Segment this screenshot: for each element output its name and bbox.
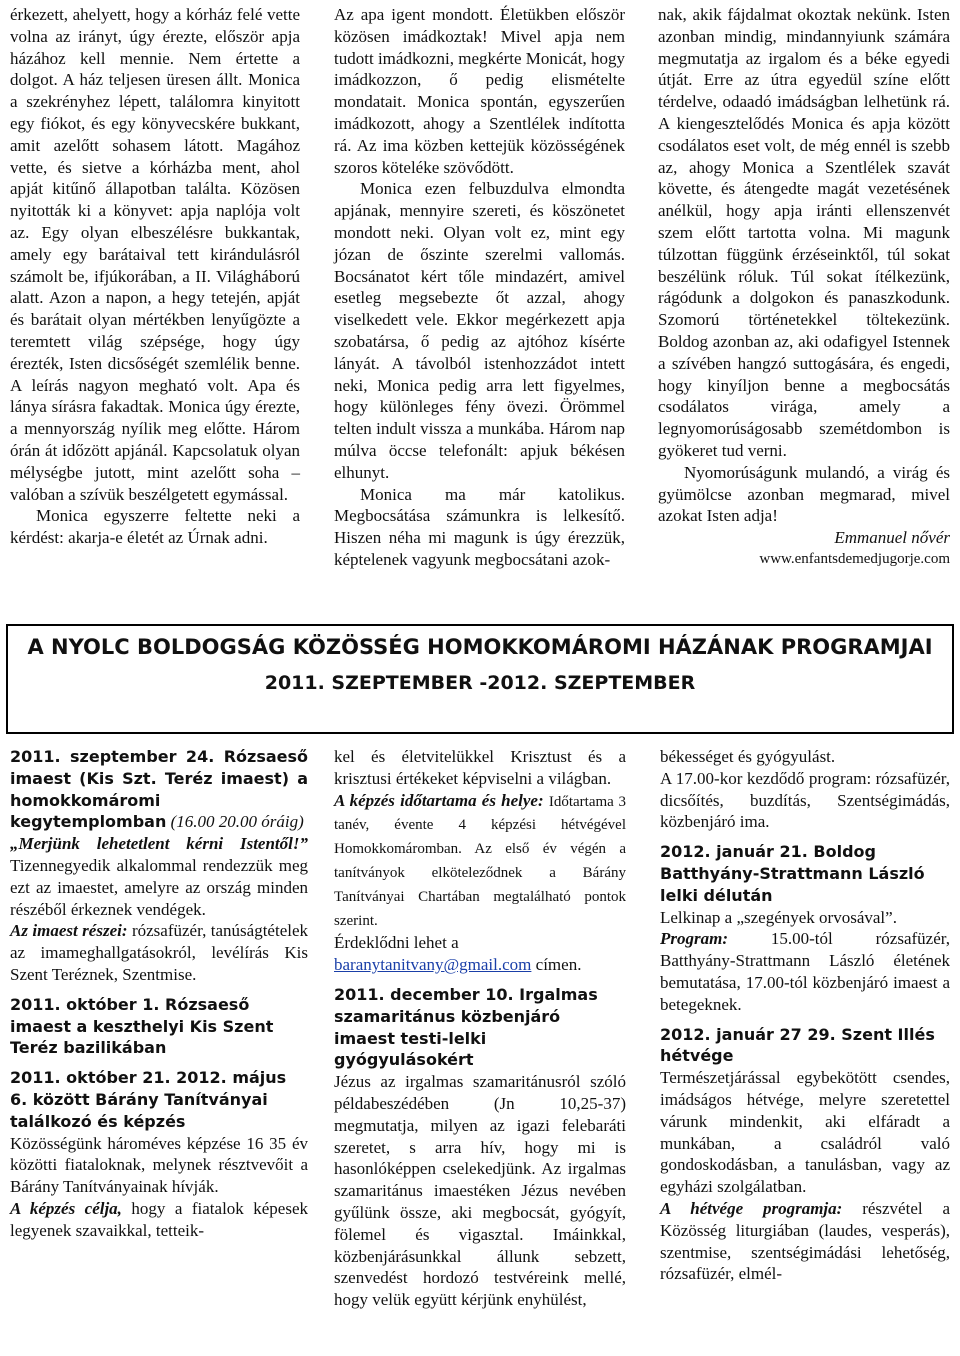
- article-paragraph: Monica ezen felbuzdulva elmondta apjának, mennyire szereti, és köszönetet mondott neki. Olyan volt ez, mint egy józan de őszinte szerelmi vallomás. Bocsánatot kért tőle mindazért, amivel esetleg megsebezte őt azzal, ahogy viselkedett vele. Ekkor megérkezett apja szobatársa, ő pedig az ajtóhoz kísérte lányát. A távolból istenhozzádot intett neki, Monica pedig arra lett figyelmes, hogy különleges fény övezi. Örömmel telten indult vissza a munkába. Három nap múlva öccse telefonált: apjuk békésen elhunyt.: [334, 179, 625, 482]
- article-column-3: [658, 4, 950, 571]
- event-text: kel és életvitelükkel Krisztust és a krisztusi értékeket képviselni a világban.: [334, 747, 626, 788]
- article-paragraph: Monica egyszerre feltette neki a kérdést: akarja-e életét az Úrnak adni.: [10, 506, 300, 548]
- event-text: Időtartama 3 tanév, évente 4 képzési hétvégével Homokkomáromban. Az első év végén a tanítványok elköteleződnek a Bárány Tanítványai Chartában megtalálható pontok szerint.: [334, 793, 627, 929]
- email-link[interactable]: baranytanitvany@gmail.com: [334, 955, 532, 975]
- program-column-2: [334, 746, 626, 1311]
- event-label: A képzés célja,: [10, 1198, 122, 1218]
- event-text: részvétel a Közösség liturgiában (laudes, vesperás), szentmise, szentségimádási lehetőség, rózsafüzér, elmél-: [660, 1198, 950, 1284]
- article-paragraph: Monica ma már katolikus. Megbocsátása számunkra is lelkesítő. Hiszen néha mi magunk is úgy érezzük, képtelenek vagyunk megbocsátani azok-: [334, 484, 625, 569]
- article-signature: Emmanuel nővér: [834, 528, 950, 548]
- event-title: 2011. október 21. 2012. május 6. között Bárány Tanítványai találkozó és képzés: [10, 1068, 287, 1131]
- article-column-2: [334, 4, 625, 571]
- banner-subtitle: 2011. SZEPTEMBER -2012. SZEPTEMBER: [264, 672, 696, 694]
- event-text: A 17.00-kor kezdődő program: rózsafüzér, dicsőítés, buzdítás, Szentségimádás, közbenjáró ima.: [660, 768, 950, 832]
- event-text: 15.00-tól rózsafüzér, Batthyány-Strattmann László életének bemutatása, 17.00-tól közbenjáró imaest a betegeknek.: [660, 929, 950, 1014]
- program-banner: [6, 624, 954, 734]
- article-paragraph: Az apa igent mondott. Életükben először közösen imádkoztak! Mivel apja nem tudott imádkozni, megkérte Monicát, hogy imádkozzon, ő pedig elismételte mondatait. Monica spontán, egyszerűen imádkozott, ahogy a Szentlélek indította rá. Az ima közben kettejük közösségének szoros köteléke szövődött.: [334, 5, 625, 177]
- event-time: (16.00 20.00 óráig): [170, 812, 304, 832]
- article-paragraph: nak, akik fájdalmat okoztak nekünk. Isten azonban mindig, mindannyiunk számára megmutatja az irgalom és a béke egyedi útját. Erre az útra egyedül színe előtt térdelve, odaadó imádságban lelhetünk rá. A kiengesztelődés Monica és apja között csodálatos eset volt, de még ennél is szebb az, ahogy Monica a Szentlélek szavát követte, és átengedte magát vezetésének anélkül, hogy apja iránti ellenszenvét szem előtt tartotta volna. Mi magunk túlzottan függünk érzéseinktől, túl sokat beszélünk róluk. Túl sokat ítélkezünk, rágódunk a dolgokon és panaszkodunk. Szomorú történetekkel töltekezünk. Boldog azonban az, aki odafigyel Istennek a szívében hangzó suttogására, és engedi, hogy kinyíljon benne a megbocsátás csodálatos virága, amely a legnyomorúságosabb szemétdombon is gyökeret tud verni.: [658, 5, 950, 460]
- event-text: Tizennegyedik alkalommal rendezzük meg ezt az imaestet, amelyre az ország minden részéből érkeznek vendégek.: [10, 855, 308, 919]
- event-text: békességet és gyógyulást.: [660, 747, 836, 766]
- event-text: Közösségünk hároméves képzése 16 35 év közötti fiataloknak, melynek résztvevőit a Bárány Tanítványainak hívják.: [10, 1133, 308, 1197]
- event-text: Lelkinap a „szegények orvosával”.: [660, 907, 897, 927]
- event-label: A képzés időtartama és helye:: [334, 790, 544, 810]
- program-column-3: [660, 746, 950, 1285]
- article-paragraph: Nyomorúságunk mulandó, a virág és gyümölcse azonban megmarad, mivel azokat Isten adja!: [658, 462, 950, 526]
- event-title: 2012. január 27 29. Szent Illés hétvége: [660, 1024, 935, 1066]
- source-url: www.enfantsdemedjugorje.com: [759, 550, 950, 567]
- banner-title: A NYOLC BOLDOGSÁG KÖZÖSSÉG HOMOKKOMÁROMI HÁZÁNAK PROGRAMJAI: [27, 635, 933, 659]
- contact-text: címen.: [535, 955, 582, 975]
- event-text: Jézus az irgalmas szamaritánusról szóló példabeszédében (Jn 10,25-37) megmutatja, milyen az igazi felebaráti szeretet, s arra hív, hogy mi is hasonlóképpen cselekedjünk. Az irgalmas szamaritánus imaestéken Jézus nevében gyűlünk össze, aki megbocsát, gyógyít, fölemel és vigasztal. Imáinkkal, közbenjárásunkkal állunk sebzett, szenvedést hordozó testvéreink mellé, hogy velük együtt kérjünk enyhülést,: [334, 1072, 626, 1310]
- event-quote: „Merjünk lehetetlent kérni Istentől!”: [10, 834, 308, 854]
- event-title: 2012. január 21. Boldog Batthyány-Strattmann László lelki délután: [660, 842, 925, 905]
- program-column-1: [10, 746, 308, 1242]
- event-text: Természetjárással egybekötött csendes, imádságos hétvége, melyre szeretettel várunk mindenkit, aki elfáradt a munkában, a családról való gondoskodásban, a tanulásban, vagy az egyházi szolgálatban.: [660, 1068, 950, 1197]
- event-title: 2011. szeptember 24. Rózsaeső imaest (Kis Szt. Teréz imaest) a homokkomáromi kegytemplomban: [10, 747, 308, 832]
- event-label: Program:: [660, 929, 728, 949]
- event-title: 2011. december 10. Irgalmas szamaritánus közbenjáró imaest testi-lelki gyógyulásokért: [334, 984, 598, 1070]
- contact-text: Érdeklődni lehet a: [334, 933, 459, 953]
- event-label: Az imaest részei:: [10, 921, 128, 941]
- event-title: 2011. október 1. Rózsaeső imaest a keszthelyi Kis Szent Teréz bazilikában: [10, 994, 274, 1058]
- event-text: rózsafüzér, tanúságtételek az imameghallgatásokról, levélírás Kis Szent Teréznek, Szentmise.: [10, 921, 309, 984]
- event-text: hogy a fiatalok képesek legyenek szavaikkal, tetteik-: [10, 1198, 309, 1240]
- event-label: A hétvége programja:: [660, 1198, 843, 1218]
- article-column-1: [10, 4, 300, 549]
- article-paragraph: érkezett, ahelyett, hogy a kórház felé vette volna az irányt, úgy érezte, először apja házához kell mennie. Nem értette a dolgot. A ház teljesen üresen állt. Monica a szekrényhez lépett, találomra kinyitott egy fiókot, és egy könyvecskére bukkant, amit azelőtt sohasem látott. Magához vette, és sietve a kórházba ment, ahol apját kitűnő állapotban találta. Közösen nyitották ki a könyvet: apja naplója volt az. Egy olyan elbeszélésre bukkantak, amely egy barátaival tett kirándulásról számolt be, ifjúkorában, a II. Világháború alatt. Azon a napon, a hegy tetején, apját és barátait olyan mértékben lenyűgözte a teremtett világ szépsége, hogy úgy érezték, Isten dicsőségét szemlélik benne. A leírás nagyon megható volt. Apa és lánya sírásra fakadtak. Monica úgy érezte, a mennyország nyílik meg előtte. Három órán át időzött apjánál. Kapcsolatuk olyan mélységbe jutott, mint azelőtt soha – valóban a szívük beszélgetett egymással.: [10, 5, 300, 504]
